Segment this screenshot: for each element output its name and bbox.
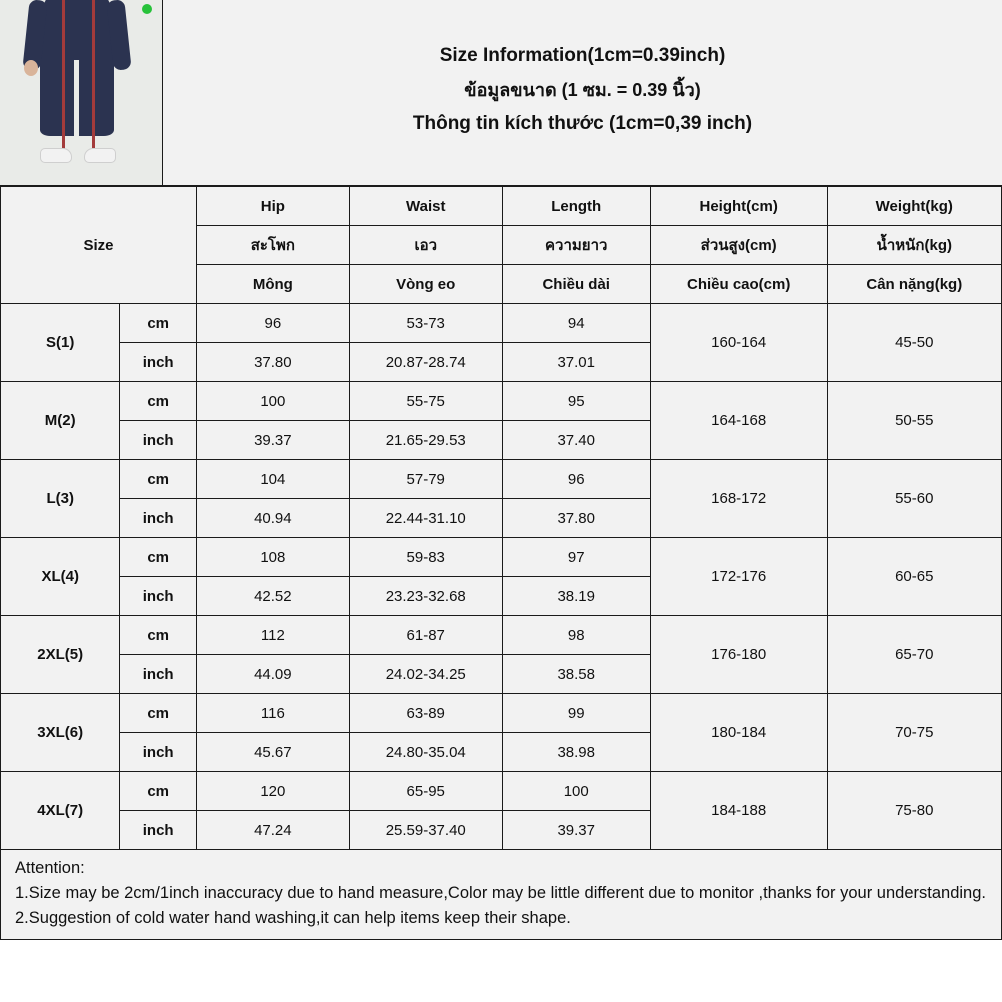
row-unit-cm-4: cm xyxy=(120,616,196,655)
row-size-1: M(2) xyxy=(1,382,120,460)
col-header-weight-th: น้ำหนัก(kg) xyxy=(827,226,1001,265)
cell-length-inch-0: 37.01 xyxy=(502,343,650,382)
cell-waist-cm-4: 61-87 xyxy=(349,616,502,655)
row-size-5: 3XL(6) xyxy=(1,694,120,772)
cell-hip-inch-6: 47.24 xyxy=(196,811,349,850)
table-row xyxy=(1,694,1002,733)
title-english: Size Information(1cm=0.39inch) xyxy=(439,44,726,66)
row-unit-cm-1: cm xyxy=(120,382,196,421)
model-hand xyxy=(24,60,38,76)
col-header-hip-en: Hip xyxy=(196,187,349,226)
row-unit-cm-3: cm xyxy=(120,538,196,577)
row-unit-inch-5: inch xyxy=(120,733,196,772)
table-row xyxy=(1,304,1002,343)
cell-length-cm-0: 94 xyxy=(502,304,650,343)
row-size-3: XL(4) xyxy=(1,538,120,616)
green-dot-icon xyxy=(142,4,152,14)
col-header-waist-en: Waist xyxy=(349,187,502,226)
cell-waist-cm-0: 53-73 xyxy=(349,304,502,343)
cell-weight-5: 70-75 xyxy=(827,694,1001,772)
col-header-waist-vi: Vòng eo xyxy=(349,265,502,304)
cell-length-inch-3: 38.19 xyxy=(502,577,650,616)
cell-hip-cm-1: 100 xyxy=(196,382,349,421)
attention-line-2: 2.Suggestion of cold water hand washing,it can help items keep their shape. xyxy=(15,909,571,927)
col-header-weight-en: Weight(kg) xyxy=(827,187,1001,226)
col-header-height-th: ส่วนสูง(cm) xyxy=(650,226,827,265)
col-header-weight-vi: Cân nặng(kg) xyxy=(827,265,1001,304)
cell-hip-inch-5: 45.67 xyxy=(196,733,349,772)
attention-line-1: 1.Size may be 2cm/1inch inaccuracy due to hand measure,Color may be little different due to monitor ,thanks for your understanding. xyxy=(15,884,986,902)
size-corner-label: Size xyxy=(1,187,197,304)
cell-waist-inch-2: 22.44-31.10 xyxy=(349,499,502,538)
col-header-height-vi: Chiều cao(cm) xyxy=(650,265,827,304)
cell-height-5: 180-184 xyxy=(650,694,827,772)
col-header-hip-vi: Mông xyxy=(196,265,349,304)
row-size-6: 4XL(7) xyxy=(1,772,120,850)
cell-length-cm-3: 97 xyxy=(502,538,650,577)
cell-hip-inch-0: 37.80 xyxy=(196,343,349,382)
cell-waist-inch-1: 21.65-29.53 xyxy=(349,421,502,460)
cell-hip-cm-3: 108 xyxy=(196,538,349,577)
col-header-length-en: Length xyxy=(502,187,650,226)
cell-height-0: 160-164 xyxy=(650,304,827,382)
garment-leg-split xyxy=(74,60,79,154)
row-unit-cm-5: cm xyxy=(120,694,196,733)
cell-hip-cm-2: 104 xyxy=(196,460,349,499)
cell-waist-inch-5: 24.80-35.04 xyxy=(349,733,502,772)
cell-height-4: 176-180 xyxy=(650,616,827,694)
cell-hip-cm-0: 96 xyxy=(196,304,349,343)
cell-length-inch-6: 39.37 xyxy=(502,811,650,850)
row-unit-inch-2: inch xyxy=(120,499,196,538)
cell-waist-cm-2: 57-79 xyxy=(349,460,502,499)
cell-length-cm-4: 98 xyxy=(502,616,650,655)
cell-height-2: 168-172 xyxy=(650,460,827,538)
row-size-2: L(3) xyxy=(1,460,120,538)
row-unit-inch-0: inch xyxy=(120,343,196,382)
cell-height-1: 164-168 xyxy=(650,382,827,460)
row-unit-inch-3: inch xyxy=(120,577,196,616)
col-header-hip-th: สะโพก xyxy=(196,226,349,265)
cell-hip-cm-6: 120 xyxy=(196,772,349,811)
cell-length-cm-2: 96 xyxy=(502,460,650,499)
cell-weight-3: 60-65 xyxy=(827,538,1001,616)
cell-weight-6: 75-80 xyxy=(827,772,1001,850)
attention-heading: Attention: xyxy=(15,859,85,877)
row-size-0: S(1) xyxy=(1,304,120,382)
cell-length-cm-1: 95 xyxy=(502,382,650,421)
table-row xyxy=(1,616,1002,655)
cell-waist-cm-1: 55-75 xyxy=(349,382,502,421)
cell-length-inch-2: 37.80 xyxy=(502,499,650,538)
table-row xyxy=(1,460,1002,499)
row-unit-cm-6: cm xyxy=(120,772,196,811)
cell-length-inch-1: 37.40 xyxy=(502,421,650,460)
cell-waist-cm-6: 65-95 xyxy=(349,772,502,811)
col-header-waist-th: เอว xyxy=(349,226,502,265)
size-table xyxy=(0,186,1002,850)
col-header-height-en: Height(cm) xyxy=(650,187,827,226)
cell-waist-inch-6: 25.59-37.40 xyxy=(349,811,502,850)
cell-hip-inch-2: 40.94 xyxy=(196,499,349,538)
cell-waist-inch-4: 24.02-34.25 xyxy=(349,655,502,694)
cell-weight-0: 45-50 xyxy=(827,304,1001,382)
cell-height-6: 184-188 xyxy=(650,772,827,850)
cell-weight-2: 55-60 xyxy=(827,460,1001,538)
table-header-row-en xyxy=(1,187,1002,226)
cell-length-inch-5: 38.98 xyxy=(502,733,650,772)
garment-stripe-right xyxy=(92,0,95,150)
attention-block xyxy=(0,850,1002,940)
table-row xyxy=(1,538,1002,577)
cell-waist-inch-3: 23.23-32.68 xyxy=(349,577,502,616)
model-shoe-left xyxy=(40,148,72,163)
cell-waist-cm-5: 63-89 xyxy=(349,694,502,733)
title-block xyxy=(163,0,1002,185)
cell-hip-inch-3: 42.52 xyxy=(196,577,349,616)
header-area xyxy=(0,0,1002,186)
row-unit-cm-2: cm xyxy=(120,460,196,499)
title-thai: ข้อมูลขนาด (1 ซม. = 0.39 นิ้ว) xyxy=(464,79,701,100)
cell-hip-cm-5: 116 xyxy=(196,694,349,733)
col-header-length-th: ความยาว xyxy=(502,226,650,265)
cell-height-3: 172-176 xyxy=(650,538,827,616)
garment-stripe-left xyxy=(62,0,65,150)
title-vietnamese: Thông tin kích thước (1cm=0,39 inch) xyxy=(412,112,753,134)
cell-waist-cm-3: 59-83 xyxy=(349,538,502,577)
cell-hip-cm-4: 112 xyxy=(196,616,349,655)
row-unit-cm-0: cm xyxy=(120,304,196,343)
row-size-4: 2XL(5) xyxy=(1,616,120,694)
model-shoe-right xyxy=(84,148,116,163)
table-row xyxy=(1,382,1002,421)
row-unit-inch-4: inch xyxy=(120,655,196,694)
cell-weight-4: 65-70 xyxy=(827,616,1001,694)
col-header-length-vi: Chiều dài xyxy=(502,265,650,304)
cell-waist-inch-0: 20.87-28.74 xyxy=(349,343,502,382)
cell-length-cm-5: 99 xyxy=(502,694,650,733)
cell-hip-inch-1: 39.37 xyxy=(196,421,349,460)
cell-hip-inch-4: 44.09 xyxy=(196,655,349,694)
row-unit-inch-6: inch xyxy=(120,811,196,850)
table-row xyxy=(1,772,1002,811)
cell-length-cm-6: 100 xyxy=(502,772,650,811)
product-photo xyxy=(0,0,163,185)
row-unit-inch-1: inch xyxy=(120,421,196,460)
cell-weight-1: 50-55 xyxy=(827,382,1001,460)
cell-length-inch-4: 38.58 xyxy=(502,655,650,694)
